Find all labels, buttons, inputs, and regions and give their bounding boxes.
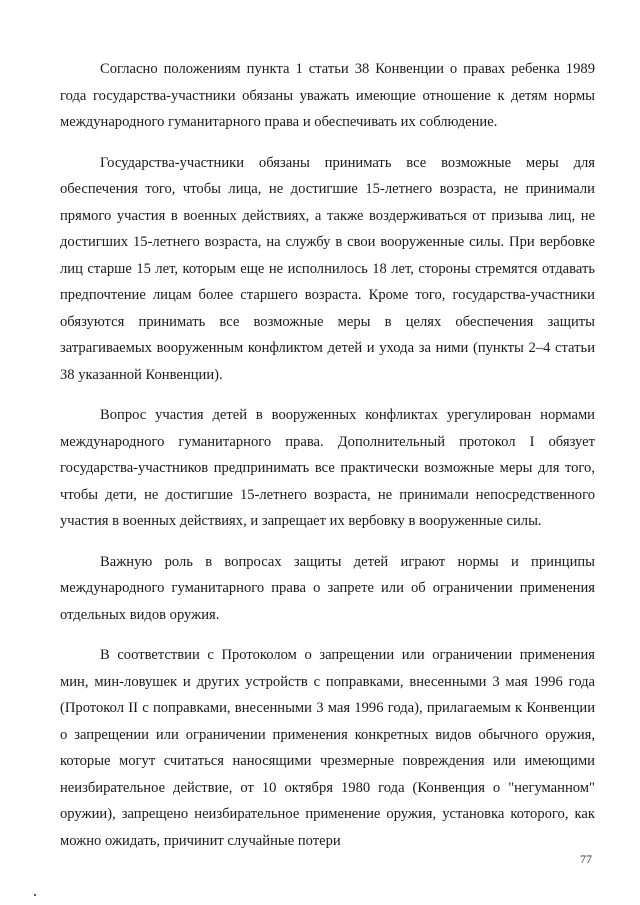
paragraph: Государства-участники обязаны принимать все возможные меры для обеспечения того, чтобы лица, не достигшие 15-летнего возраста, не принимали прямого участия в военных действиях, а также воздерживаться от призыва лиц, не достигших 15-летнего возраста, на службу в свои вооруженные силы. При вербовке лиц старше 15 лет, которым еще не исполнилось 18 лет, стороны стремятся отдавать предпочтение лицам более старшего возраста. Кроме того, государства-участники обязуются принимать все возможные меры в целях обеспечения защиты затрагиваемых вооруженным конфликтом детей и ухода за ними (пункты 2–4 статьи 38 указанной Конвенции). [60,154,595,383]
scan-speck [34,894,36,896]
paragraph: Важную роль в вопросах защиты детей играют нормы и принципы международного гуманитарного права о запрете или об ограничении применения отдельных видов оружия. [60,553,595,623]
document-body [60,56,595,868]
paragraph: Вопрос участия детей в вооруженных конфликтах урегулирован нормами международного гуманитарного права. Дополнительный протокол I обязует государства-участников предпринимать все практически возможные меры для того, чтобы дети, не достигшие 15-летнего возраста, не принимали непосредственного участия в военных действиях, и запрещает их вербовку в вооруженные силы. [60,407,595,529]
paragraph: В соответствии с Протоколом о запрещении или ограничении применения мин, мин-ловушек и других устройств с поправками, внесенными 3 мая 1996 года (Протокол II с поправками, внесенными 3 мая 1996 года), прилагаемым к Конвенции о запрещении или ограничении применения конкретных видов обычного оружия, которые могут считаться наносящими чрезмерные повреждения или имеющими неизбирательное действие, от 10 октября 1980 года (Конвенция о "негуманном" оружии), запрещено неизбирательное применение оружия, установка которого, как можно ожидать, причинит случайные потери [60,647,595,849]
paragraph: Согласно положениям пункта 1 статьи 38 Конвенции о правах ребенка 1989 года государства-участники обязаны уважать имеющие отношение к детям нормы международного гуманитарного права и обеспечивать их соблюдение. [60,61,595,130]
page-number: 77 [580,852,592,866]
